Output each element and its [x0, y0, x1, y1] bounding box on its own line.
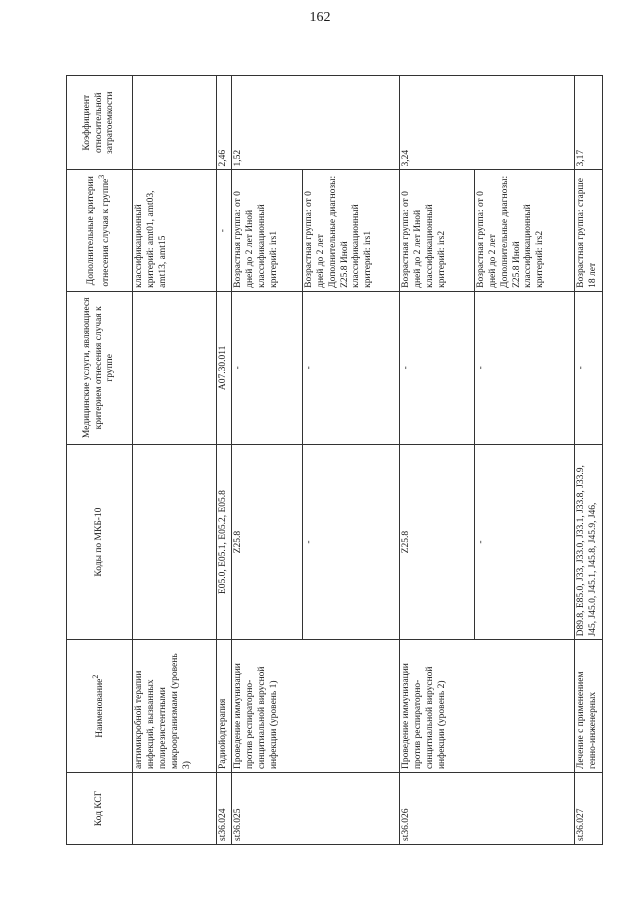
cell-coef [133, 76, 217, 170]
cell-name: Проведение иммунизации против респираторно-синцитиальной вирусной инфекции (уровень 1) [231, 640, 399, 773]
cell-extra: - [217, 170, 232, 291]
cell-service: - [399, 291, 474, 444]
rotated-table-container [66, 75, 598, 845]
cell-mkb: Z25.8 [231, 444, 302, 640]
cell-code: st36.026 [399, 773, 574, 845]
header-mkb: Коды по МКБ-10 [67, 444, 133, 640]
cell-mkb: Z25.8 [399, 444, 474, 640]
table-row [574, 76, 602, 845]
cell-service: - [574, 291, 602, 444]
cell-service [133, 291, 217, 444]
cell-mkb: D89.8, E85.0, J33, J33.0, J33.1, J33.8, J33.9, J45, J45.0, J45.1, J45.8, J45.9, J46, [574, 444, 602, 640]
table-row [217, 76, 232, 845]
table-header-row [67, 76, 133, 845]
cell-service: A07.30.011 [217, 291, 232, 444]
cell-name: Радиойодтерапия [217, 640, 232, 773]
cell-service: - [302, 291, 399, 444]
table-row [133, 76, 217, 845]
cell-mkb: E05.0, E05.1, E05.2, E05.8 [217, 444, 232, 640]
header-extra: Дополнительные критерии отнесения случая к группе$^3$ [67, 170, 133, 291]
cell-extra: Возрастная группа: от 0 дней до 2 лет Дополнительные диагнозы: Z25.8 Иной классификационный критерий: irs1 [302, 170, 399, 291]
cell-mkb: - [302, 444, 399, 640]
cell-extra: Возрастная группа: от 0 дней до 2 лет Иной классификационный критерий: irs2 [399, 170, 474, 291]
cell-service: - [231, 291, 302, 444]
header-coef: Коэффициент относительной затратоемкости [67, 76, 133, 170]
cell-extra: Возрастная группа: старше 18 лет [574, 170, 602, 291]
cell-name: антимикробной терапии инфекций, вызванных полирезистентными микроорганизмами (уровень 3) [133, 640, 217, 773]
header-name: Наименование$^2$ [67, 640, 133, 773]
cell-coef: 2,46 [217, 76, 232, 170]
cell-code: st36.025 [231, 773, 399, 845]
cell-service: - [474, 291, 574, 444]
cell-extra: Возрастная группа: от 0 дней до 2 лет Дополнительные диагнозы: Z25.8 Иной классификационный критерий: irs2 [474, 170, 574, 291]
cell-mkb: - [474, 444, 574, 640]
header-code: Код КСГ [67, 773, 133, 845]
table-row [399, 76, 474, 845]
cell-coef: 1,52 [231, 76, 399, 170]
header-extra-sup: 3 [97, 174, 107, 179]
cell-extra: Возрастная группа: от 0 дней до 2 лет Иной классификационный критерий: irs1 [231, 170, 302, 291]
header-name-sup: 2 [91, 674, 101, 679]
cell-extra: классификационный критерий: amt01, amt03, amt13, amt15 [133, 170, 217, 291]
cell-name: Проведение иммунизации против респираторно-синцитиальной вирусной инфекции (уровень 2) [399, 640, 574, 773]
header-services: Медицинские услуги, являющиеся критерием отнесения случая к группе [67, 291, 133, 444]
cell-name: Лечение с применением генно-инженерных [574, 640, 602, 773]
table-row [231, 76, 302, 845]
cell-code: st36.027 [574, 773, 602, 845]
page-number: 162 [309, 10, 331, 25]
cell-coef: 3,17 [574, 76, 602, 170]
ksg-table [66, 75, 603, 845]
cell-code [133, 773, 217, 845]
cell-mkb [133, 444, 217, 640]
cell-coef: 3,24 [399, 76, 574, 170]
cell-code: st36.024 [217, 773, 232, 845]
